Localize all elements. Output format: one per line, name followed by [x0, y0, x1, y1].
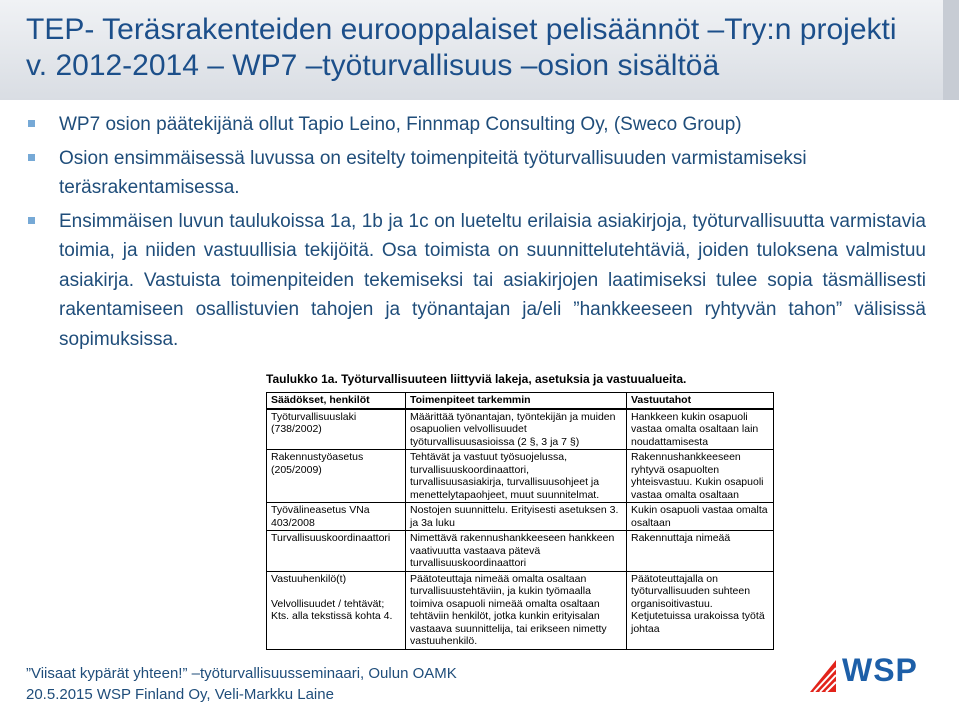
bullet-square-icon [28, 154, 35, 161]
table-cell: Rakennustyöasetus (205/2009) [267, 450, 406, 503]
bullet-square-icon [28, 120, 35, 127]
footer [26, 663, 457, 705]
table-row [267, 571, 774, 649]
slide-title: TEP- Teräsrakenteiden eurooppalaiset pelisäännöt –Try:n projekti v. 2012-2014 – WP7 –työturvallisuus –osion sisältöä [26, 13, 897, 82]
table-cell: Tehtävät ja vastuut työsuojelussa, turvallisuuskoordinaattori, turvallisuusasiakirja, turvallisuusohjeet ja menettelytapaohjeet, muut suunnitelmat. [406, 450, 627, 503]
table-cell: Työturvallisuuslaki (738/2002) [267, 409, 406, 450]
table-header-row [267, 393, 774, 409]
bullet-square-icon [28, 217, 35, 224]
wsp-logo [806, 652, 918, 696]
table-cell: Hankkeen kukin osapuoli vastaa omalta osaltaan lain noudattamisesta [627, 409, 774, 450]
table-cell: Määrittää työnantajan, työntekijän ja muiden osapuolien velvollisuudet työturvallisuusasioissa (2 §, 3 ja 7 §) [406, 409, 627, 450]
table-cell: Turvallisuuskoordinaattori [267, 531, 406, 572]
regulations-table [266, 392, 774, 650]
table-cell: Päätoteuttaja nimeää omalta osaltaan turvallisuustehtäviin, ja kukin työmaalla toimiva osapuoli nimeää omalta osaltaan tehtäviin henkilöt, jotka kunkin erityisalan vastaava suunnittelija, tai erikseen nimetty vastuuhenkilö. [406, 571, 627, 649]
bullet-item [26, 144, 926, 203]
table-row [267, 409, 774, 450]
title-bar [0, 0, 959, 100]
table-caption: Taulukko 1a. Työturvallisuuteen liittyviä lakeja, asetuksia ja vastuualueita. [266, 372, 687, 386]
bullet-item [26, 207, 926, 355]
bullet-list [26, 110, 926, 358]
footer-seminar-line: ”Viisaat kypärät yhteen!” –työturvallisuusseminaari, Oulun OAMK [26, 665, 457, 682]
bullet-text: WP7 osion päätekijänä ollut Tapio Leino, Finnmap Consulting Oy, (Sweco Group) [59, 114, 742, 135]
footer-date-line: 20.5.2015 WSP Finland Oy, Veli-Markku Laine [26, 686, 334, 703]
bullet-text: Osion ensimmäisessä luvussa on esitelty toimenpiteitä työturvallisuuden varmistamiseksi teräsrakentamisessa. [59, 147, 807, 198]
table-cell: Päätoteuttajalla on työturvallisuuden suhteen organisoitivastuu. Ketjutetuissa urakoissa työtä johtaa [627, 571, 774, 649]
table-cell: Vastuuhenkilö(t) Velvollisuudet / tehtävät; Kts. alla tekstissä kohta 4. [267, 571, 406, 649]
title-accent-strip [943, 0, 959, 100]
table-row [267, 450, 774, 503]
table-cell: Rakennushankkeeseen ryhtyvä osapuolten yhteisvastuu. Kukin osapuoli vastaa omalta osaltaan [627, 450, 774, 503]
table-row [267, 503, 774, 531]
table-row [267, 531, 774, 572]
table-cell: Kukin osapuoli vastaa omalta osaltaan [627, 503, 774, 531]
column-header: Vastuutahot [627, 393, 774, 409]
wsp-emblem-icon [806, 652, 842, 696]
column-header: Toimenpiteet tarkemmin [406, 393, 627, 409]
column-header: Säädökset, henkilöt [267, 393, 406, 409]
wsp-logo-text: WSP [842, 652, 918, 688]
table-cell: Työvälineasetus VNa 403/2008 [267, 503, 406, 531]
bullet-item [26, 110, 926, 140]
bullet-text: Ensimmäisen luvun taulukoissa 1a, 1b ja 1c on lueteltu erilaisia asiakirjoja, työturvallisuutta varmistavia toimia, ja niiden vastuullisia tekijöitä. Osa toimista on suunnittelutehtäviä, joiden tuloksena valmistuu asiakirja. Vastuista toimenpiteiden tekemiseksi tai asiakirjojen laatimiseksi tulee sopia täsmällisesti rakentamiseen osallistuvien tahojen ja työnantajan ja/eli ”hankkeeseen ryhtyvän tahon” välisissä sopimuksissa. [59, 210, 926, 350]
table-cell: Nostojen suunnittelu. Erityisesti asetuksen 3. ja 3a luku [406, 503, 627, 531]
table-cell: Rakennuttaja nimeää [627, 531, 774, 572]
table-cell: Nimettävä rakennushankkeeseen hankkeen vaativuutta vastaava pätevä turvallisuuskoordinaattori [406, 531, 627, 572]
